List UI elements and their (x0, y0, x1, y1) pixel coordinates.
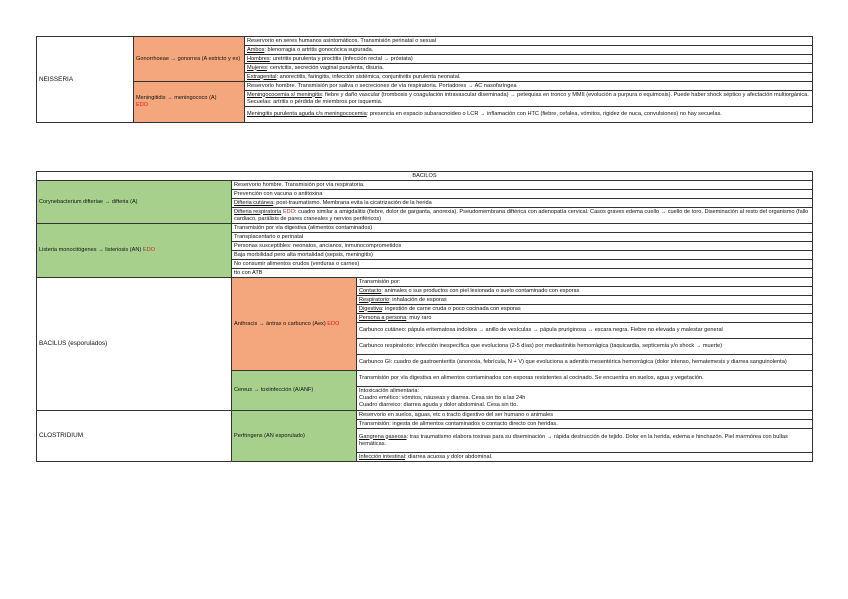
cereus-row: Transmisión por vía digestiva en alimentos contaminados con esporas resistentes al cocinado. Se encuentra en suelos, agua y vegetación. (357, 371, 813, 387)
neisseria-table (36, 36, 813, 123)
edo-flag: EDO (136, 102, 149, 108)
perfringens-row: Infección intestinal: diarrea acuosa y dolor abdominal. (357, 453, 813, 462)
anthracis-row: Carbunco cutáneo: pápula eritematosa indolora → anillo de vesículas → pápula pruriginosa → escara negra. Fiebre no elevada y malestar general (357, 323, 813, 339)
perfringens-row: Gangrena gaseosa: tras traumatismo elabora toxinas para su diseminación → rápida destrucción de tejido. Dolor en la herida, edema e hinchazón. Piel marmórea con bullas hemáticas. (357, 429, 813, 453)
anthracis-row: Transmisión por: (357, 278, 813, 287)
meningitidis-label: Meningitidis → meningococo (A) EDO (134, 82, 245, 123)
anthracis-row: Carbunco GI: cuadro de gastroenteritis (anorexia, febrícula, N + V) que evoluciona a adenitis mesentérica hemorrágica (dolor intenso, hematemesis y diarrea sanguinolenta) (357, 355, 813, 371)
bacilos-title: BACILOS (37, 172, 813, 181)
gonorrhoeae-label: Gonorrhoeae → gonorrea (A estricto y ex) (134, 37, 245, 82)
listeria-row: No consumir alimentos crudos (verduras o carnes) (232, 260, 813, 269)
neisseria-row: Meningitis purulenta aguda c/s meningococemia: presencia en espacio subaracnoideo o LCR → inflamación con HTC (fiebre, cefalea, vómitos, rigidez de nuca, convulsiones) no hay secuelas. (245, 107, 813, 123)
corynebacterium-row: Prevención con vacuna o antitoxina (232, 190, 813, 199)
listeria-row: Transplacentario o perinatal (232, 233, 813, 242)
bacilos-table (36, 171, 813, 462)
clostridium-label: CLOSTRIDIUM (37, 411, 232, 462)
edo-flag: EDO (282, 208, 295, 215)
neisseria-row: Reservorio en seres humanos asintomáticos. Transmisión perinatal o sexual (245, 37, 813, 46)
neisseria-row: Meningococemia s/ meningitis: fiebre y daño vascular (trombosis y coagulación intravascular diseminada) → petequias en tronco y MMII (evolución a purpura o equimosis). Puede haber shock séptico y afectación multiorgánica. Secuelas: artritis o pérdida de miembros por isquemia. (245, 91, 813, 107)
bacillus-label: BACILUS (esporulados) (37, 278, 232, 411)
neisseria-label: NEISSERIA (37, 37, 134, 123)
listeria-row: Transmisión por vía digestiva (alimentos contaminados) (232, 224, 813, 233)
listeria-row: Baja morbilidad pero alta mortalidad (sepsis, meningitis) (232, 251, 813, 260)
anthracis-row: Respiratorio: inhalación de esporas (357, 296, 813, 305)
perfringens-row: Transmisión: ingesta de alimentos contaminados o contacto directo con heridas. (357, 420, 813, 429)
perfringens-row: Reservorio en suelos, aguas, etc o tracto digestivo del ser humano o animales (357, 411, 813, 420)
neisseria-row: Extragenital: anorectitis, faringitis, infección sistémica, conjuntivitis purulenta neonatal. (245, 73, 813, 82)
anthracis-row: Persona a persona: muy raro (357, 314, 813, 323)
corynebacterium-row: Difteria cutánea: post-traumatismo. Membrana evita la cicatrización de la herida (232, 199, 813, 208)
corynebacterium-label: Corynebacterium difteriae → difteria (A) (37, 181, 232, 224)
corynebacterium-row: Reservorio hombre. Transmisión por vía respiratoria. (232, 181, 813, 190)
perfringens-label: Perfringens (AN esporulado) (232, 411, 357, 462)
listeria-label: Listeria monocitógenes → listeriosis (AN) EDO (37, 224, 232, 278)
corynebacterium-row: Difteria respiratoria EDO: cuadro similar a amigdalitis (fiebre, dolor de garganta, anorexia). Pseudomembrana diftérica con adenopatía cervical. Casos graves edema cuello → cuello de toro. Diseminación al resto del organismo (fallo cardiaco, parálisis de pares craneales y nervios periféricos) (232, 208, 813, 224)
anthracis-row: Carbunco respiratorio: infección inespecífica que evoluciona (2-5 días) por mediastinitis hemorrágica (taquicardia, septicemia y/o shock → muerte) (357, 339, 813, 355)
listeria-row: tto con ATB (232, 269, 813, 278)
cereus-row: Intoxicación alimentaria: Cuadro emético: vómitos, náuseas y diarrea. Cesa sin tto a las 24h Cuadro diarreico: diarrea aguda y dolor abdominal. Cesa sin tto. (357, 387, 813, 411)
edo-flag: EDO (327, 320, 340, 327)
anthracis-row: Contacto: animales o sus productos con piel lesionada o suelo contaminado con esporas (357, 287, 813, 296)
listeria-row: Personas susceptibles: neonatos, ancianos, inmunocomprometidos (232, 242, 813, 251)
neisseria-row: Reservorio hombre. Transmisión por saliva o secreciones de vía respiratoria. Portadores → AC nasofaríngea (245, 82, 813, 91)
neisseria-row: Mujeres: cervicitis, secreción vaginal purulenta, disuria. (245, 64, 813, 73)
anthracis-row: Digestiva: ingestión de carne cruda o poco cocinada con esporas (357, 305, 813, 314)
anthracis-label: Anthracis → ántrax o carbunco (Aex) EDO (232, 278, 357, 371)
edo-flag: EDO (142, 247, 155, 253)
cereus-label: Cereus → toxiinfección (A/ANF) (232, 371, 357, 411)
neisseria-row: Hombres: uretritis purulenta y proctitis (infección rectal → próstata) (245, 55, 813, 64)
neisseria-row: Ambos: blenorragia o artritis gonocócica supurada. (245, 46, 813, 55)
